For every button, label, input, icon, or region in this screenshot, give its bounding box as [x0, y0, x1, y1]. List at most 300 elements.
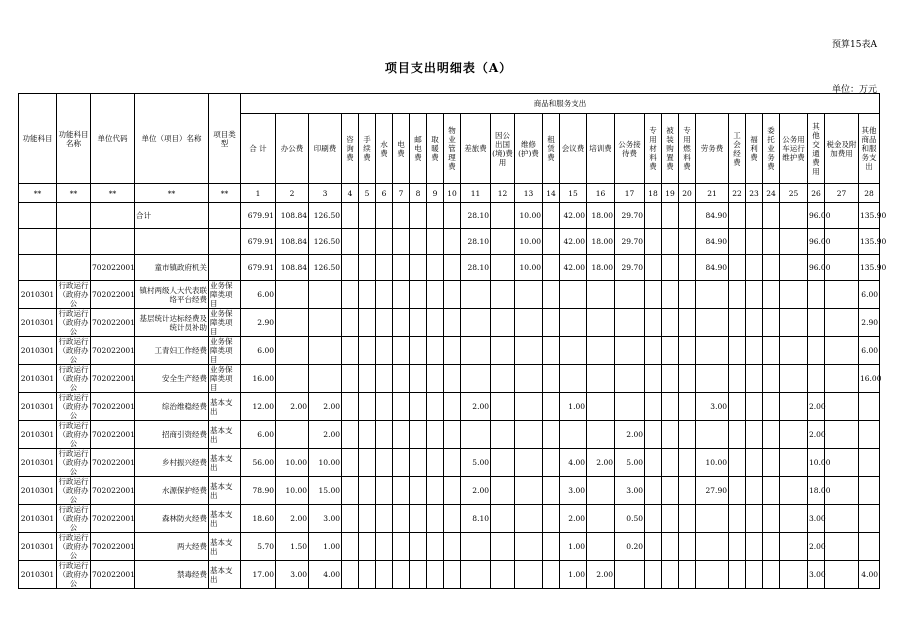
func-subject-name-cell: 行政运行（政府办公 [58, 449, 89, 476]
unit-code-cell: 702022001 [91, 449, 135, 477]
amount-cell-col-1: 17.00 [241, 561, 276, 589]
index-col-number: 4 [342, 184, 359, 203]
index-col-number: 11 [461, 184, 491, 203]
amount-cell-col-17 [615, 365, 645, 393]
project-type-cell: 业务保障类项目 [209, 281, 241, 309]
amount-cell-col-22 [729, 337, 746, 365]
amount-cell-col-13 [515, 337, 543, 365]
project-type-cell: 基本支出 [209, 477, 241, 505]
table-row [19, 255, 880, 281]
header-sub-col-27: 税金及附加费用 [825, 114, 859, 184]
amount-cell-col-9 [427, 203, 444, 229]
amount-cell-col-24 [763, 533, 780, 561]
amount-cell-col-26: 96.00 [808, 229, 825, 255]
project-type-cell: 基本支出 [209, 533, 241, 561]
header-sub-col-9: 取暖费 [427, 114, 444, 184]
amount-cell-col-15 [560, 365, 587, 393]
amount-cell-col-7 [393, 365, 410, 393]
index-col-number: 28 [859, 184, 880, 203]
amount-cell-col-14 [543, 533, 560, 561]
amount-cell-col-20 [679, 365, 696, 393]
amount-cell-col-16 [587, 365, 615, 393]
amount-cell-col-25 [780, 309, 808, 337]
report-code: 预算15表A [832, 40, 877, 50]
amount-cell-col-7 [393, 281, 410, 309]
table-row [19, 449, 880, 477]
amount-cell-col-5 [359, 229, 376, 255]
amount-cell-col-14 [543, 255, 560, 281]
amount-cell-col-6 [376, 203, 393, 229]
amount-cell-col-4 [342, 533, 359, 561]
index-star-cell: ** [91, 184, 135, 203]
unit-name-cell: 招商引资经费 [135, 421, 209, 449]
func-subject-name-cell: 行政运行（政府办公 [58, 477, 89, 504]
amount-cell-col-24 [763, 203, 780, 229]
amount-cell-col-18 [645, 255, 662, 281]
amount-cell-col-12 [491, 393, 515, 421]
amount-cell-col-22 [729, 533, 746, 561]
amount-cell-col-9 [427, 365, 444, 393]
amount-cell-col-3: 10.00 [309, 449, 342, 477]
func-subject-name-cell: 行政运行（政府办公 [58, 421, 89, 448]
amount-cell-col-14 [543, 365, 560, 393]
amount-cell-col-13 [515, 421, 543, 449]
amount-cell-col-15: 1.00 [560, 533, 587, 561]
header-sub-col-22: 工会经费 [729, 114, 746, 184]
amount-cell-col-4 [342, 255, 359, 281]
amount-cell-col-16: 18.00 [587, 203, 615, 229]
unit-code-cell: 702022001 [91, 255, 135, 281]
header-sub-col-16: 培训费 [587, 114, 615, 184]
amount-cell-col-2: 3.00 [276, 561, 309, 589]
amount-cell-col-10 [444, 421, 461, 449]
header-sub-col-21: 劳务费 [696, 114, 729, 184]
amount-cell-col-25 [780, 421, 808, 449]
project-type-cell: 基本支出 [209, 449, 241, 477]
amount-cell-col-12 [491, 365, 515, 393]
amount-cell-col-15: 42.00 [560, 229, 587, 255]
amount-cell-col-17 [615, 309, 645, 337]
index-col-number: 8 [410, 184, 427, 203]
amount-cell-col-12 [491, 561, 515, 589]
amount-cell-col-28: 6.00 [859, 281, 880, 309]
index-col-number: 10 [444, 184, 461, 203]
amount-cell-col-23 [746, 229, 763, 255]
amount-cell-col-27 [825, 309, 859, 337]
func-subject-name-cell [57, 255, 91, 281]
amount-cell-col-28: 135.90 [859, 203, 880, 229]
amount-cell-col-22 [729, 561, 746, 589]
amount-cell-col-18 [645, 449, 662, 477]
amount-cell-col-19 [662, 449, 679, 477]
amount-cell-col-4 [342, 505, 359, 533]
amount-cell-col-16 [587, 533, 615, 561]
amount-cell-col-12 [491, 229, 515, 255]
amount-cell-col-23 [746, 505, 763, 533]
amount-cell-col-18 [645, 393, 662, 421]
unit-code-cell: 702022001 [91, 393, 135, 421]
amount-cell-col-4 [342, 393, 359, 421]
amount-cell-col-17: 5.00 [615, 449, 645, 477]
amount-cell-col-26 [808, 309, 825, 337]
amount-cell-col-19 [662, 337, 679, 365]
amount-cell-col-10 [444, 203, 461, 229]
index-col-number: 26 [808, 184, 825, 203]
amount-cell-col-23 [746, 393, 763, 421]
amount-cell-col-21 [696, 505, 729, 533]
amount-cell-col-18 [645, 203, 662, 229]
func-subject-cell: 2010301 [19, 337, 57, 365]
amount-cell-col-9 [427, 281, 444, 309]
amount-cell-col-12 [491, 533, 515, 561]
amount-cell-col-2: 108.84 [276, 255, 309, 281]
unit-code-cell: 702022001 [91, 505, 135, 533]
amount-cell-col-5 [359, 421, 376, 449]
amount-cell-col-2 [276, 337, 309, 365]
amount-cell-col-20 [679, 561, 696, 589]
amount-cell-col-20 [679, 281, 696, 309]
header-sub-col-11: 差旅费 [461, 114, 491, 184]
amount-cell-col-25 [780, 533, 808, 561]
func-subject-name-cell [57, 203, 91, 229]
amount-cell-col-26 [808, 365, 825, 393]
amount-cell-col-5 [359, 561, 376, 589]
amount-cell-col-11: 5.00 [461, 449, 491, 477]
unit-name-cell: 禁毒经费 [135, 561, 209, 589]
func-subject-name-cell: 行政运行（政府办公 [58, 505, 89, 532]
func-subject-cell: 2010301 [19, 309, 57, 337]
amount-cell-col-21: 84.90 [696, 255, 729, 281]
amount-cell-col-6 [376, 281, 393, 309]
amount-cell-col-20 [679, 505, 696, 533]
amount-cell-col-3: 1.00 [309, 533, 342, 561]
amount-cell-col-16 [587, 337, 615, 365]
amount-cell-col-2: 2.00 [276, 505, 309, 533]
amount-cell-col-8 [410, 505, 427, 533]
amount-cell-col-8 [410, 477, 427, 505]
amount-cell-col-28: 2.90 [859, 309, 880, 337]
unit-code-cell: 702022001 [91, 533, 135, 561]
func-subject-cell: 2010301 [19, 505, 57, 533]
amount-cell-col-3: 2.00 [309, 393, 342, 421]
header-sub-col-25: 公务用车运行维护费 [780, 114, 808, 184]
unit-name-cell: 森林防火经费 [135, 505, 209, 533]
unit-name-cell: 镇村两级人大代表联络平台经费 [135, 281, 209, 309]
func-subject-name-cell: 行政运行（政府办公 [58, 281, 89, 308]
index-star-cell: ** [209, 184, 241, 203]
amount-cell-col-16 [587, 421, 615, 449]
amount-cell-col-6 [376, 477, 393, 505]
amount-cell-col-19 [662, 309, 679, 337]
amount-cell-col-27 [825, 505, 859, 533]
table-row [19, 337, 880, 365]
amount-cell-col-9 [427, 449, 444, 477]
amount-cell-col-21 [696, 281, 729, 309]
header-func-subject: 功能科目 [19, 94, 57, 184]
amount-cell-col-16: 2.00 [587, 561, 615, 589]
amount-cell-col-13 [515, 561, 543, 589]
amount-cell-col-10 [444, 533, 461, 561]
amount-cell-col-18 [645, 229, 662, 255]
index-star-cell: ** [135, 184, 209, 203]
func-subject-name-cell: 行政运行（政府办公 [58, 393, 89, 420]
header-sub-col-6: 水费 [376, 114, 393, 184]
amount-cell-col-27 [825, 281, 859, 309]
amount-cell-col-13 [515, 309, 543, 337]
amount-cell-col-7 [393, 449, 410, 477]
unit-name-cell: 工青妇工作经费 [135, 337, 209, 365]
amount-cell-col-14 [543, 337, 560, 365]
amount-cell-col-20 [679, 421, 696, 449]
amount-cell-col-26: 96.00 [808, 255, 825, 281]
index-col-number: 19 [662, 184, 679, 203]
amount-cell-col-3: 4.00 [309, 561, 342, 589]
amount-cell-col-7 [393, 421, 410, 449]
amount-cell-col-16 [587, 505, 615, 533]
header-sub-col-1: 合 计 [241, 114, 276, 184]
project-type-cell: 业务保障类项目 [209, 309, 241, 337]
header-sub-col-24: 委托业务费 [763, 114, 780, 184]
amount-cell-col-10 [444, 477, 461, 505]
project-type-cell: 基本支出 [209, 421, 241, 449]
amount-cell-col-5 [359, 477, 376, 505]
amount-cell-col-22 [729, 203, 746, 229]
amount-cell-col-6 [376, 337, 393, 365]
amount-cell-col-8 [410, 309, 427, 337]
amount-cell-col-13 [515, 533, 543, 561]
index-col-number: 22 [729, 184, 746, 203]
amount-cell-col-23 [746, 449, 763, 477]
amount-cell-col-3 [309, 337, 342, 365]
amount-cell-col-9 [427, 393, 444, 421]
amount-cell-col-17: 0.20 [615, 533, 645, 561]
amount-cell-col-7 [393, 505, 410, 533]
amount-cell-col-15: 42.00 [560, 255, 587, 281]
unit-name-cell: 水源保护经费 [135, 477, 209, 505]
amount-cell-col-14 [543, 393, 560, 421]
amount-cell-col-25 [780, 393, 808, 421]
amount-cell-col-10 [444, 337, 461, 365]
amount-cell-col-11 [461, 561, 491, 589]
header-sub-col-7: 电费 [393, 114, 410, 184]
amount-cell-col-19 [662, 533, 679, 561]
amount-cell-col-1: 2.90 [241, 309, 276, 337]
amount-cell-col-17 [615, 561, 645, 589]
project-type-cell [209, 255, 241, 281]
amount-cell-col-3: 126.50 [309, 255, 342, 281]
amount-cell-col-6 [376, 309, 393, 337]
amount-cell-col-6 [376, 229, 393, 255]
amount-cell-col-19 [662, 421, 679, 449]
amount-cell-col-26: 3.00 [808, 505, 825, 533]
func-subject-cell: 2010301 [19, 449, 57, 477]
amount-cell-col-17: 0.50 [615, 505, 645, 533]
amount-cell-col-11: 8.10 [461, 505, 491, 533]
amount-cell-col-13 [515, 393, 543, 421]
amount-cell-col-25 [780, 203, 808, 229]
project-type-cell: 基本支出 [209, 505, 241, 533]
unit-code-cell: 702022001 [91, 281, 135, 309]
amount-cell-col-22 [729, 229, 746, 255]
amount-cell-col-10 [444, 309, 461, 337]
amount-cell-col-11: 28.10 [461, 203, 491, 229]
amount-cell-col-15 [560, 421, 587, 449]
amount-cell-col-1: 6.00 [241, 337, 276, 365]
amount-cell-col-25 [780, 229, 808, 255]
index-star-cell: ** [57, 184, 91, 203]
header-unit-code: 单位代码 [91, 94, 135, 184]
index-col-number: 7 [393, 184, 410, 203]
amount-cell-col-9 [427, 337, 444, 365]
amount-cell-col-24 [763, 477, 780, 505]
amount-cell-col-14 [543, 561, 560, 589]
amount-cell-col-16 [587, 477, 615, 505]
amount-cell-col-4 [342, 281, 359, 309]
amount-cell-col-21: 3.00 [696, 393, 729, 421]
func-subject-cell: 2010301 [19, 561, 57, 589]
amount-cell-col-26 [808, 337, 825, 365]
amount-cell-col-21 [696, 337, 729, 365]
amount-cell-col-5 [359, 505, 376, 533]
amount-cell-col-1: 679.91 [241, 255, 276, 281]
amount-cell-col-8 [410, 421, 427, 449]
amount-cell-col-27 [825, 337, 859, 365]
amount-cell-col-22 [729, 365, 746, 393]
amount-cell-col-4 [342, 421, 359, 449]
amount-cell-col-11 [461, 365, 491, 393]
amount-cell-col-4 [342, 309, 359, 337]
amount-cell-col-21: 84.90 [696, 229, 729, 255]
amount-cell-col-12 [491, 421, 515, 449]
amount-cell-col-18 [645, 561, 662, 589]
amount-cell-col-25 [780, 449, 808, 477]
amount-cell-col-5 [359, 337, 376, 365]
unit-code-cell [91, 203, 135, 229]
amount-cell-col-25 [780, 477, 808, 505]
amount-cell-col-14 [543, 421, 560, 449]
header-sub-col-8: 邮电费 [410, 114, 427, 184]
header-sub-col-3: 印刷费 [309, 114, 342, 184]
index-col-number: 13 [515, 184, 543, 203]
amount-cell-col-16 [587, 281, 615, 309]
table-row [19, 505, 880, 533]
amount-cell-col-13 [515, 477, 543, 505]
amount-cell-col-7 [393, 477, 410, 505]
amount-cell-col-3: 2.00 [309, 421, 342, 449]
amount-cell-col-7 [393, 203, 410, 229]
amount-cell-col-4 [342, 561, 359, 589]
amount-cell-col-15: 2.00 [560, 505, 587, 533]
func-subject-name-cell: 行政运行（政府办公 [58, 561, 89, 588]
amount-cell-col-23 [746, 203, 763, 229]
amount-cell-col-7 [393, 255, 410, 281]
amount-cell-col-16: 18.00 [587, 229, 615, 255]
amount-cell-col-20 [679, 255, 696, 281]
amount-cell-col-18 [645, 421, 662, 449]
header-sub-col-23: 福利费 [746, 114, 763, 184]
unit-code-cell: 702022001 [91, 477, 135, 505]
amount-cell-col-25 [780, 337, 808, 365]
amount-cell-col-17 [615, 281, 645, 309]
project-type-cell: 基本支出 [209, 561, 241, 589]
amount-cell-col-24 [763, 337, 780, 365]
amount-cell-col-28: 6.00 [859, 337, 880, 365]
unit-name-cell: 童市镇政府机关 [135, 255, 209, 281]
index-col-number: 1 [241, 184, 276, 203]
amount-cell-col-11: 28.10 [461, 255, 491, 281]
amount-cell-col-19 [662, 229, 679, 255]
amount-cell-col-1: 56.00 [241, 449, 276, 477]
header-func-subject-name: 功能科目名称 [57, 94, 91, 184]
table-row [19, 561, 880, 589]
amount-cell-col-5 [359, 365, 376, 393]
header-sub-col-20: 专用燃料费 [679, 114, 696, 184]
amount-cell-col-23 [746, 421, 763, 449]
amount-cell-col-27 [825, 365, 859, 393]
amount-cell-col-5 [359, 393, 376, 421]
amount-cell-col-27 [825, 421, 859, 449]
amount-cell-col-15: 3.00 [560, 477, 587, 505]
amount-cell-col-6 [376, 255, 393, 281]
amount-cell-col-19 [662, 365, 679, 393]
amount-cell-col-28 [859, 505, 880, 533]
unit-name-cell: 综治维稳经费 [135, 393, 209, 421]
header-sub-col-19: 被装购置费 [662, 114, 679, 184]
unit-code-cell: 702022001 [91, 337, 135, 365]
amount-cell-col-21 [696, 365, 729, 393]
amount-cell-col-19 [662, 203, 679, 229]
amount-cell-col-17: 2.00 [615, 421, 645, 449]
amount-cell-col-27 [825, 561, 859, 589]
unit-label: 单位：万元 [831, 85, 877, 95]
func-subject-cell [19, 229, 57, 255]
amount-cell-col-25 [780, 561, 808, 589]
header-sub-col-18: 专用材料费 [645, 114, 662, 184]
amount-cell-col-7 [393, 561, 410, 589]
amount-cell-col-7 [393, 337, 410, 365]
amount-cell-col-18 [645, 281, 662, 309]
amount-cell-col-10 [444, 229, 461, 255]
project-type-cell: 业务保障类项目 [209, 365, 241, 393]
amount-cell-col-28 [859, 477, 880, 505]
amount-cell-col-18 [645, 337, 662, 365]
amount-cell-col-28 [859, 449, 880, 477]
amount-cell-col-22 [729, 393, 746, 421]
amount-cell-col-3: 126.50 [309, 203, 342, 229]
amount-cell-col-22 [729, 421, 746, 449]
amount-cell-col-18 [645, 505, 662, 533]
amount-cell-col-21 [696, 533, 729, 561]
amount-cell-col-4 [342, 365, 359, 393]
amount-cell-col-10 [444, 393, 461, 421]
amount-cell-col-11: 2.00 [461, 477, 491, 505]
amount-cell-col-14 [543, 477, 560, 505]
amount-cell-col-23 [746, 337, 763, 365]
amount-cell-col-3 [309, 365, 342, 393]
amount-cell-col-26: 96.00 [808, 203, 825, 229]
amount-cell-col-11 [461, 337, 491, 365]
amount-cell-col-27 [825, 393, 859, 421]
amount-cell-col-12 [491, 477, 515, 505]
amount-cell-col-16: 18.00 [587, 255, 615, 281]
amount-cell-col-14 [543, 449, 560, 477]
project-type-cell: 基本支出 [209, 393, 241, 421]
amount-cell-col-22 [729, 449, 746, 477]
amount-cell-col-26 [808, 281, 825, 309]
amount-cell-col-17: 29.70 [615, 229, 645, 255]
amount-cell-col-23 [746, 309, 763, 337]
amount-cell-col-28: 16.00 [859, 365, 880, 393]
